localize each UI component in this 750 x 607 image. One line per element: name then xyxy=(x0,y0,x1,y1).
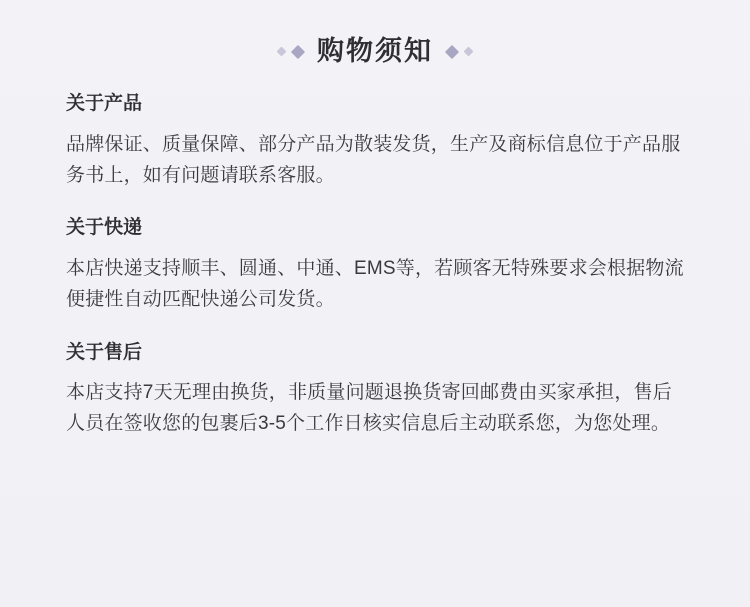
title-left-ornament xyxy=(278,47,303,57)
section-body: 品牌保证、质量保障、部分产品为散装发货，生产及商标信息位于产品服务书上，如有问题请联系客服。 xyxy=(66,133,681,186)
section-heading: 关于快递 xyxy=(66,217,143,239)
large-diamond-icon xyxy=(445,44,459,58)
notice-content xyxy=(0,65,750,440)
page-title-row xyxy=(0,0,750,65)
small-diamond-icon xyxy=(464,47,474,57)
title-right-ornament xyxy=(447,47,472,57)
large-diamond-icon xyxy=(291,44,305,58)
section-heading: 关于产品 xyxy=(66,93,143,114)
section-body: 本店快递支持顺丰、圆通、中通、EMS等，若顾客无特殊要求会根据物流便捷性自动匹配快递公司发货。 xyxy=(66,258,684,310)
section-shipping xyxy=(66,217,684,315)
section-after-sales xyxy=(66,342,684,440)
page-title: 购物须知 xyxy=(317,36,433,66)
section-heading: 关于售后 xyxy=(66,341,143,363)
section-body: 本店支持7天无理由换货，非质量问题退换货寄回邮费由买家承担，售后人员在签收您的包裹后3-5个工作日核实信息后主动联系您，为您处理。 xyxy=(66,382,672,435)
small-diamond-icon xyxy=(277,47,287,57)
section-product xyxy=(66,93,684,191)
